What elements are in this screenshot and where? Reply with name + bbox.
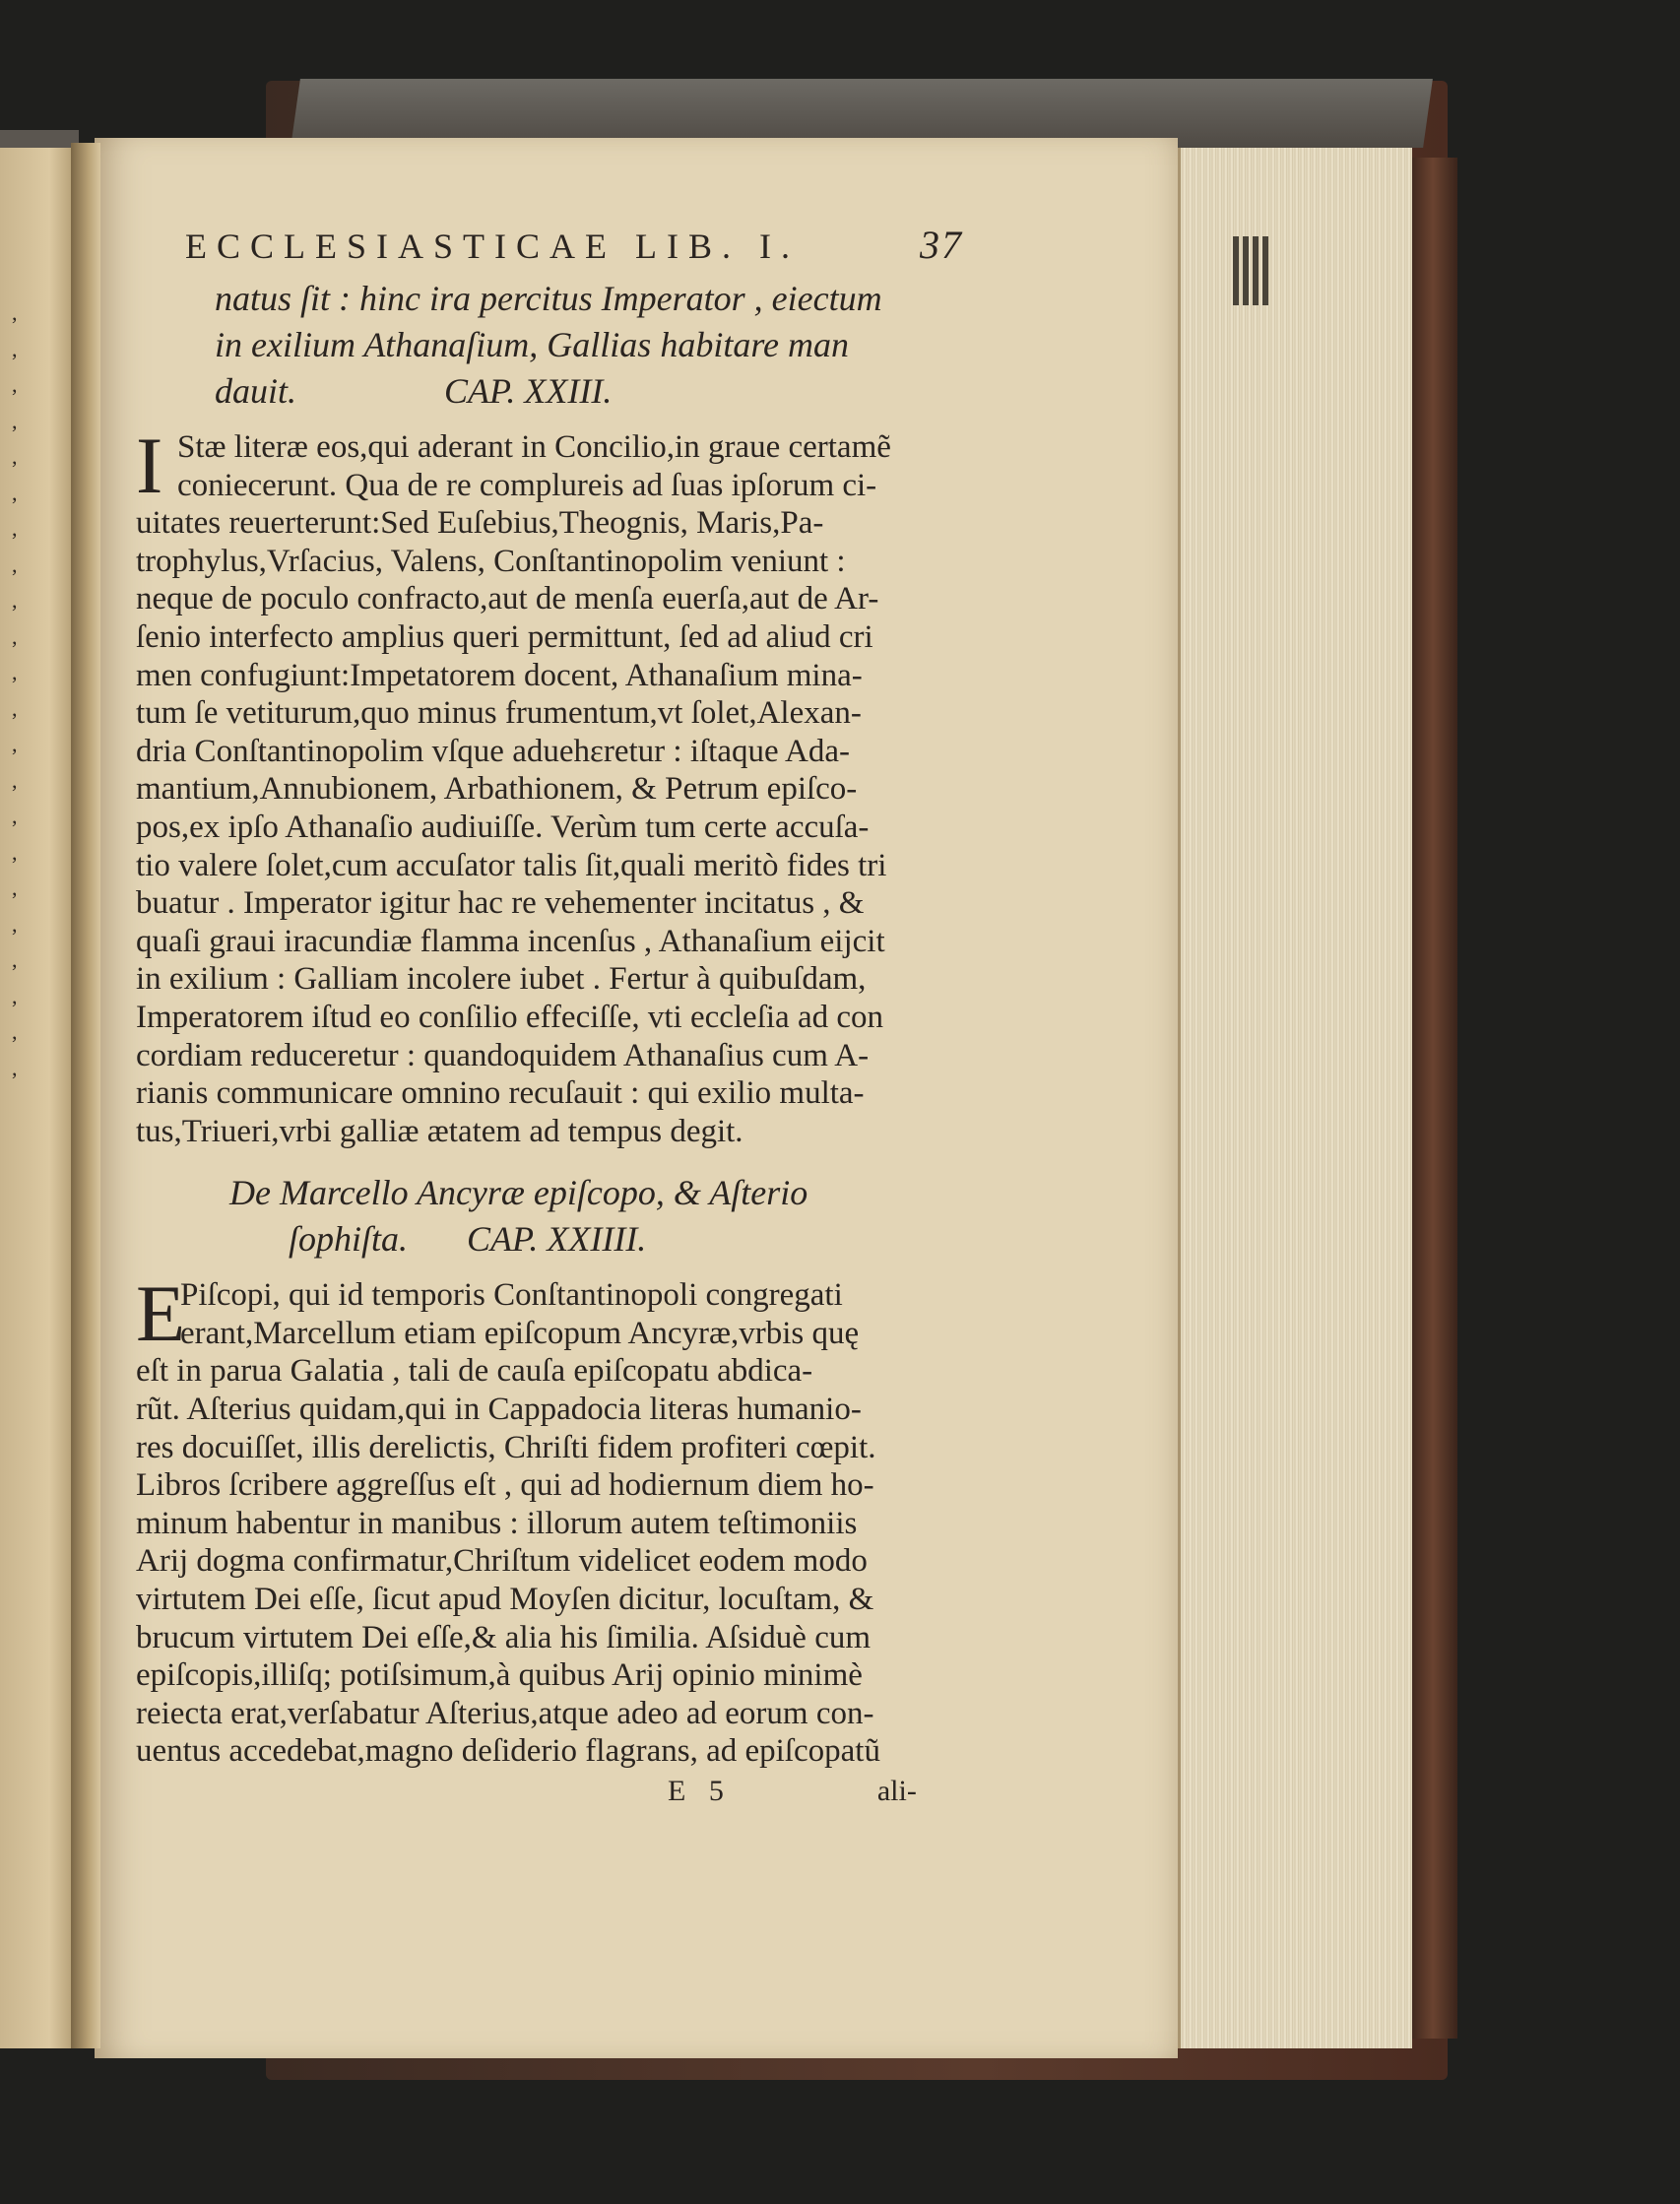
- text-line: rũt. Aſterius quidam,qui in Cappadocia literas humanio-: [136, 1392, 862, 1428]
- text-line: dria Conſtantinopolim vſque aduehεretur : iſtaque Ada-: [136, 733, 851, 769]
- text-line: men confugiunt:Impetatorem docent, Athanaſium mina-: [136, 657, 863, 693]
- dropcap-i: I: [136, 421, 163, 510]
- chapter-23-heading-line: natus ſit : hinc ira percitus Imperator , eiectum: [215, 279, 882, 318]
- chapter-23-heading-last: dauit.: [215, 371, 297, 411]
- text-line: Piſcopi, qui id temporis Conſtantinopoli congregati: [180, 1277, 843, 1314]
- text-line: coniecerunt. Qua de re complureis ad ſuas ipſorum ci-: [177, 467, 877, 503]
- chapter-24-body: [136, 1268, 963, 1771]
- left-page-margin-marks: [12, 295, 41, 1086]
- text-line: tio valere ſolet,cum accuſator talis ſit,quali meritò fides tri: [136, 847, 887, 883]
- text-line: Imperatorem iſtud eo conſilio effeciſſe, vti eccleſia ad con: [136, 999, 883, 1035]
- margin-mark: ,: [12, 623, 18, 649]
- text-line: Stæ literæ eos,qui aderant in Concilio,in graue certamẽ: [177, 429, 891, 465]
- margin-mark: ,: [12, 983, 18, 1008]
- text-line: brucum virtutem Dei eſſe,& alia his ſimilia. Aſsiduè cum: [136, 1619, 872, 1655]
- chapter-23-body: [136, 421, 963, 1150]
- margin-mark: ,: [12, 336, 18, 361]
- text-line: virtutem Dei eſſe, ſicut apud Moyſen dicitur, locuſtam, &: [136, 1582, 874, 1618]
- margin-mark: ,: [12, 480, 18, 505]
- margin-mark: ,: [12, 372, 18, 397]
- text-line: Arij dogma confirmatur,Chriſtum videlicet eodem modo: [136, 1543, 868, 1580]
- margin-mark: ,: [12, 408, 18, 433]
- text-line: neque de poculo confracto,aut de menſa euerſa,aut de Ar-: [136, 581, 879, 617]
- page-footer: [136, 1775, 963, 1808]
- text-line: tus,Triueri,vrbi galliæ ætatem ad tempus degit.: [136, 1113, 743, 1149]
- chapter-23-number: CAP. XXIII.: [444, 371, 613, 411]
- page-fore-edges: [1178, 148, 1412, 2048]
- text-line: trophylus,Vrſacius, Valens, Conſtantinopolim veniunt :: [136, 543, 846, 579]
- dropcap-e: E: [136, 1268, 186, 1359]
- fore-edge-mark: [1233, 236, 1268, 305]
- running-head-title: ECCLESIASTICAE LIB. I.: [185, 227, 800, 266]
- margin-mark: ,: [12, 300, 18, 325]
- page-number: 37: [920, 223, 963, 267]
- margin-mark: ,: [12, 516, 18, 541]
- chapter-24-number: CAP. XXIIII.: [467, 1219, 647, 1260]
- margin-mark: ,: [12, 1019, 18, 1044]
- book-gutter: [71, 143, 100, 2048]
- text-line: buatur . Imperator igitur hac re vehementer incitatus , &: [136, 885, 865, 922]
- text-line: pos,ex ipſo Athanaſio audiuiſſe. Verùm tum certe accuſa-: [136, 809, 870, 845]
- margin-mark: ,: [12, 767, 18, 793]
- text-line: tum ſe vetiturum,quo minus frumentum,vt ſolet,Alexan-: [136, 695, 862, 732]
- text-line: rianis communicare omnino recuſauit : qui exilio multa-: [136, 1075, 865, 1112]
- running-head: [185, 222, 963, 268]
- chapter-24-heading-word: ſophiſta.: [289, 1219, 409, 1260]
- text-line: quaſi graui iracundiæ flamma incenſus , Athanaſium eijcit: [136, 923, 885, 959]
- text-line: in exilium : Galliam incolere iubet . Fertur à quibuſdam,: [136, 961, 867, 998]
- text-line: res docuiſſet, illis derelictis, Chriſti fidem profiteri cœpit.: [136, 1429, 876, 1465]
- margin-mark: ,: [12, 804, 18, 828]
- margin-mark: ,: [12, 947, 18, 972]
- signature-mark: E 5: [668, 1775, 732, 1807]
- chapter-24-heading-line: De Marcello Ancyræ epiſcopo, & Aſterio: [229, 1173, 808, 1213]
- margin-mark: ,: [12, 444, 18, 469]
- margin-mark: ,: [12, 660, 18, 684]
- margin-mark: ,: [12, 551, 18, 577]
- chapter-24-heading-end: [289, 1216, 963, 1263]
- chapter-23-heading-line: in exilium Athanaſium, Gallias habitare man: [215, 325, 849, 364]
- margin-mark: ,: [12, 875, 18, 900]
- chapter-23-heading-end: [215, 368, 963, 415]
- text-line: uentus accedebat,magno deſiderio flagrans, ad epiſcopatũ: [136, 1733, 880, 1770]
- text-line: mantium,Annubionem, Arbathionem, & Petrum epiſco-: [136, 771, 858, 808]
- text-line: uitates reuerterunt:Sed Euſebius,Theognis, Maris,Pa-: [136, 505, 824, 542]
- margin-mark: ,: [12, 839, 18, 865]
- margin-mark: ,: [12, 911, 18, 937]
- text-line: eſt in parua Galatia , tali de cauſa epiſcopatu abdica-: [136, 1353, 813, 1390]
- catchword: ali-: [876, 1775, 917, 1807]
- text-line: minum habentur in manibus : illorum autem teſtimoniis: [136, 1505, 858, 1541]
- text-line: erant,Marcellum etiam epiſcopum Ancyræ,vrbis quę: [180, 1315, 860, 1351]
- text-line: ſenio interfecto amplius queri permittunt, ſed ad aliud cri: [136, 618, 873, 655]
- page-text: [136, 222, 963, 1808]
- spine-edge: [1408, 158, 1457, 2039]
- margin-mark: ,: [12, 588, 18, 613]
- margin-mark: ,: [12, 695, 18, 721]
- text-line: reiecta erat,verſabatur Aſterius,atque adeo ad eorum con-: [136, 1695, 874, 1731]
- text-line: cordiam reduceretur : quandoquidem Athanaſius cum A-: [136, 1037, 870, 1073]
- text-line: Libros ſcribere aggreſſus eſt , qui ad hodiernum diem ho-: [136, 1467, 874, 1504]
- text-line: epiſcopis,illiſq; potiſsimum,à quibus Arij opinio minimè: [136, 1657, 863, 1694]
- margin-mark: ,: [12, 732, 18, 756]
- margin-mark: ,: [12, 1055, 18, 1080]
- chapter-24-heading: [136, 1170, 963, 1263]
